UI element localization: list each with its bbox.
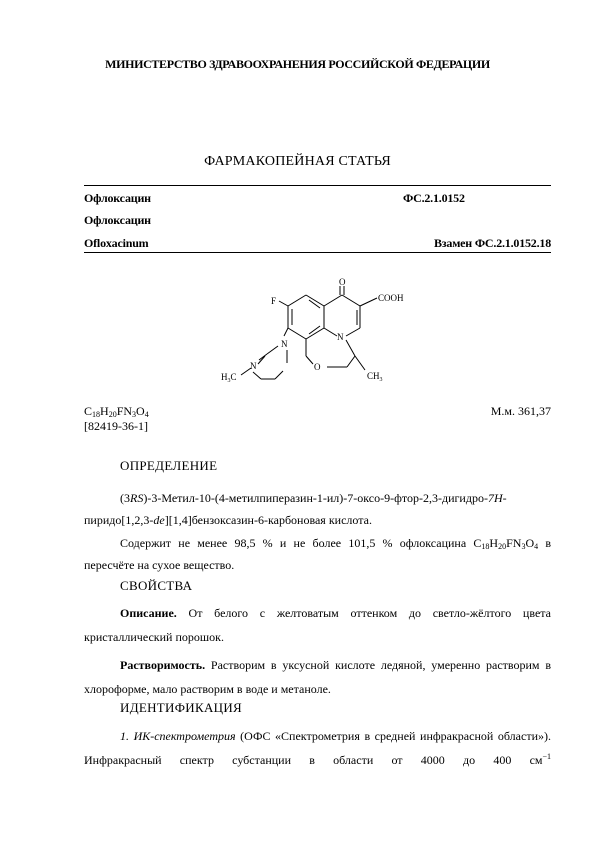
article-name-latin: Ofloxacinum	[84, 236, 149, 250]
article-name-ru-2: Офлоксацин	[84, 213, 151, 227]
carbonyl-oxygen-label: O	[339, 277, 346, 287]
document-title: ФАРМАКОПЕЙНАЯ СТАТЬЯ	[204, 154, 391, 169]
article-replaces: Взамен ФС.2.1.0152.18	[433, 236, 551, 250]
article-name-ru: Офлоксацин	[84, 191, 151, 205]
ring-nitrogen-label: N	[337, 332, 344, 342]
section-definition-title: ОПРЕДЕЛЕНИЕ	[120, 458, 218, 473]
ofloxacin-structure-diagram	[205, 276, 445, 388]
molecular-formula: $C_{18}H_{20}FN_3O_4$	[84, 404, 149, 419]
molecular-mass: М.м. 361,37	[490, 404, 551, 418]
description-paragraph: Описание. От белого с желтоватым оттенком до светло-жёлтого цвета кристаллический порошок.	[84, 606, 551, 644]
cas-number: [82419-36-1]	[84, 419, 148, 433]
ring-oxygen-label: O	[314, 362, 321, 372]
solubility-paragraph: Растворимость. Растворим в уксусной кислоте ледяной, умеренно растворим в хлороформе, мало растворим в воде и метаноле.	[84, 658, 551, 696]
header-rule-top	[84, 185, 551, 186]
piperazine-nitrogen-bottom-label: N	[250, 361, 257, 371]
ir-spectrometry-paragraph: 1. ИК-спектрометрия (ОФС «Спектрометрия в средней инфракрасной области»). Инфракрасный спектр субстанции в области от 4000 до 400 $см^{-1}$	[84, 729, 551, 767]
carboxyl-group-label: COOH	[378, 293, 404, 303]
section-identification-title: ИДЕНТИФИКАЦИЯ	[120, 700, 242, 715]
section-properties-title: СВОЙСТВА	[120, 578, 193, 593]
article-code: ФС.2.1.0152	[403, 191, 465, 205]
definition-paragraph: (3RS)-3-Метил-10-(4-метилпиперазин-1-ил)-7-оксо-9-фтор-2,3-дигидро-7H- пиридо[1,2,3-de][1,4]бензоксазин-6-карбоновая кислота.	[84, 491, 507, 527]
piperazine-nitrogen-top-label: N	[281, 339, 288, 349]
header-rule-bottom	[84, 252, 551, 253]
methyl-group-label-right: $CH_3$	[367, 371, 383, 383]
fluorine-label: F	[271, 296, 277, 306]
ministry-heading: МИНИСТЕРСТВО ЗДРАВООХРАНЕНИЯ РОССИЙСКОЙ ФЕДЕРАЦИИ	[105, 57, 490, 71]
methyl-group-label-left: $H_3C$	[221, 372, 237, 384]
content-paragraph: Содержит не менее 98,5 % и не более 101,5 % офлоксацина $C_{18}H_{20}FN_3O_4$ в пересчёте на сухое вещество.	[84, 536, 551, 572]
